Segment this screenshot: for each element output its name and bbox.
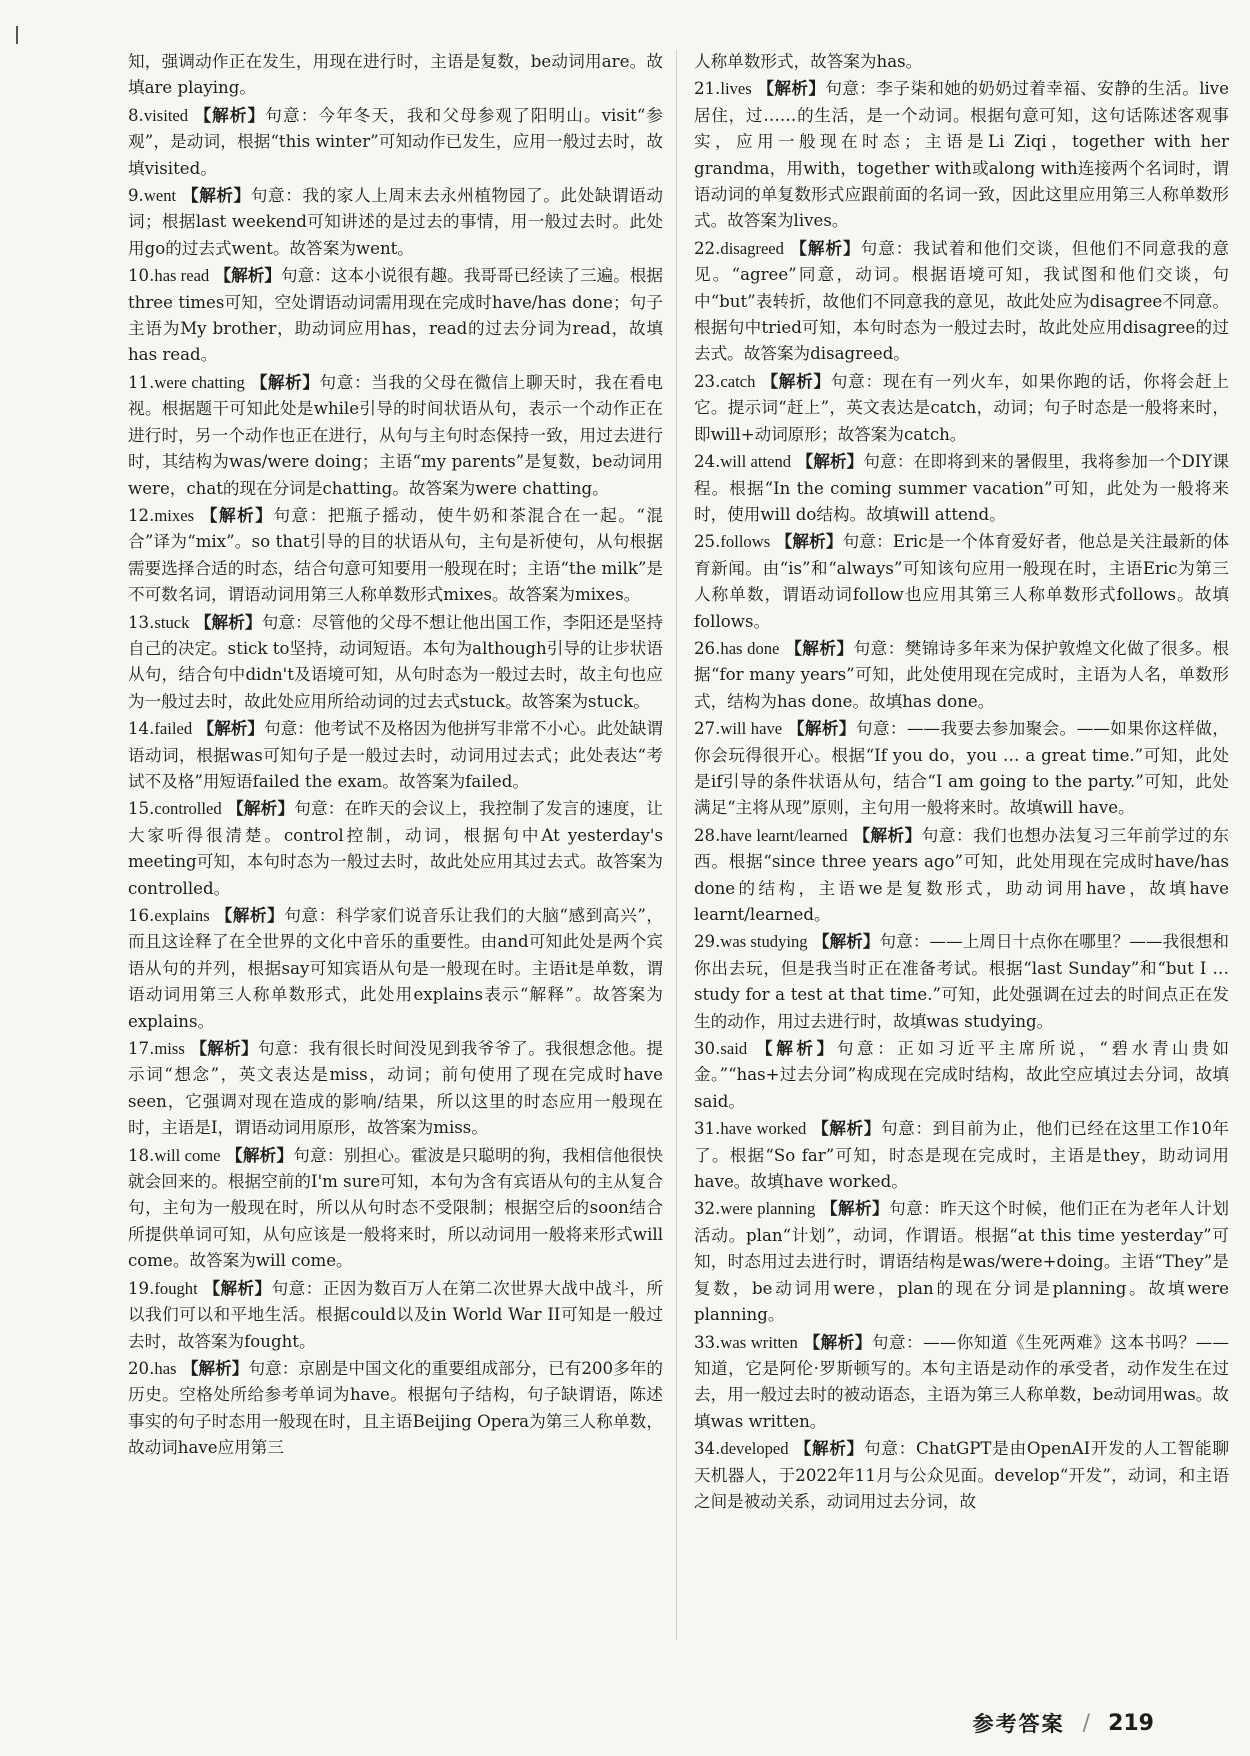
explanation: 句意：我有很长时间没见到我爷爷了。我很想念他。提示词“想念”，英文表达是miss，动词；前句使用了现在完成时have seen，它强调对现在造成的影响/结果，所以这里的时态应用一般现在时，主语是I，谓语动词用原形，故答案为miss。 bbox=[128, 1039, 664, 1138]
answer-item-20: 20.has 【解析】句意：京剧是中国文化的重要组成部分，已有200多年的历史。空格处所给参考单词为have。根据句子结构，句子缺谓语，陈述事实的句子时态用一般现在时，且主语Beijing Opera为第三人称单数，故动词have应用第三 bbox=[128, 1357, 664, 1458]
footer-slash: / bbox=[1082, 1710, 1091, 1736]
answer-item-32: 32.were planning 【解析】句意：昨天这个时候，他们正在为老年人计划活动。plan“计划”，动词，作谓语。根据“at this time yesterday”可知，时态用过去进行时，谓语结构是was/were+doing。主语“They”是复数，be动词用were，plan的现在分词是planning。故填were planning。 bbox=[694, 1198, 1229, 1325]
analysis-tag: 【解析】 bbox=[200, 504, 274, 525]
explanation: 句意：我的家人上周末去永州植物园了。此处缺谓语动词；根据last weekend可知讲述的是过去的事情，用一般过去时。此处用go的过去式went。故答案为went。 bbox=[128, 186, 664, 258]
explanation: 句意：——我要去参加聚会。——如果你这样做，你会玩得很开心。根据“If you do，you … a great time.”可知，此处是if引导的条件状语从句，结合“I am going to the party.”可知，此处满足“主将从现”原则，主句用一般将来时。故填will have。 bbox=[694, 719, 1230, 818]
answer: has bbox=[154, 1358, 177, 1378]
answer-item-12: 12.mixes 【解析】句意：把瓶子摇动，使牛奶和茶混合在一起。“混合”译为“mix”。so that引导的目的状语从句，主句是祈使句，从句根据需要选择合适的时态，结合句意可知要用一般现在时；主语“the milk”是不可数名词，谓语动词用第三人称单数形式mixes。故答案为mixes。 bbox=[128, 504, 664, 605]
answer: fought bbox=[154, 1278, 198, 1298]
answer: miss bbox=[154, 1039, 185, 1059]
analysis-tag: 【解析】 bbox=[226, 1144, 294, 1165]
answer-item-13: 13.stuck 【解析】句意：尽管他的父母不想让他出国工作，李阳还是坚持自己的决定。stick to坚持，动词短语。本句为although引导的让步状语从句，结合句中didn't及语境可知，从句时态为一般过去时，故主句也应为一般过去时，故此处应用所给动词的过去式stuck。故答案为stuck。 bbox=[128, 611, 663, 711]
explanation: 句意：李子柒和她的奶奶过着幸福、安静的生活。live居住，过……的生活，是一个动词。根据句意可知，这句话陈述客观事实，应用一般现在时态；主语是Li Ziqi，together with her grandma，用with，together with或along with连接两个名词时，谓语动词的单复数形式应跟前面的名词一致，因此这里应用第三人称单数形式。故答案为lives。 bbox=[694, 79, 1230, 231]
analysis-tag: 【解析】 bbox=[227, 798, 295, 819]
explanation: 句意：他考试不及格因为他拼写非常不小心。此处缺谓语动词，根据was可知句子是一般过去时，动词用过去式；此处表达“考试不及格”用短语failed the exam。故答案为failed。 bbox=[128, 719, 664, 791]
answer: said bbox=[720, 1039, 748, 1059]
answer-item-23: 23.catch 【解析】句意：现在有一列火车，如果你跑的话，你将会赶上它。提示词“赶上”，英文表达是catch，动词；句子时态是一般将来时，即will+动词原形；故答案为catch。 bbox=[694, 370, 1230, 444]
analysis-tag: 【解析】 bbox=[853, 824, 922, 845]
answer-item-16: 16.explains 【解析】句意：科学家们说音乐让我们的大脑“感到高兴”，而且这诠释了在全世界的文化中音乐的重要性。由and可知此处是两个宾语从句的并列，根据say可知宾语从句是一般现在时。主语it是单数，谓语动词用第三人称单数形式，此处用explains表示“解释”。故答案为explains。 bbox=[128, 905, 663, 1031]
left-column bbox=[128, 49, 663, 1462]
answer: went bbox=[143, 186, 177, 206]
analysis-tag: 【解析】 bbox=[796, 451, 864, 472]
analysis-tag: 【解析】 bbox=[803, 1331, 872, 1352]
analysis-tag: 【解析】 bbox=[787, 718, 856, 739]
explanation: 句意：现在有一列火车，如果你跑的话，你将会赶上它。提示词“赶上”，英文表达是catch，动词；句子时态是一般将来时，即will+动词原形；故答案为catch。 bbox=[694, 371, 1230, 444]
explanation: 句意：樊锦诗多年来为保护敦煌文化做了很多。根据“for many years”可知，此处使用现在完成时，主语为人名，单数形式，结构为has done。故填has done。 bbox=[694, 638, 1230, 711]
analysis-tag: 【解析】 bbox=[757, 78, 826, 99]
analysis-tag: 【解析】 bbox=[181, 1357, 249, 1378]
answer-item-11: 11.were chatting 【解析】句意：当我的父母在微信上聊天时，我在看电视。根据题干可知此处是while引导的时间状语从句，表示一个动作正在进行时，另一个动作也正在进行，从句与主句时态保持一致，用过去进行时，其结构为was/were doing；主语“my parents”是复数，be动词用were，chat的现在分词是chatting。故答案为were chatting。 bbox=[128, 371, 663, 498]
answer: was studying bbox=[720, 932, 808, 952]
explanation: 句意：我们也想办法复习三年前学过的东西。根据“since three years ago”可知，此处用现在完成时have/has done的结构，主语we是复数形式，助动词用have，故填have learnt/learned。 bbox=[694, 825, 1229, 924]
answer-item-10: 10.has read 【解析】句意：这本小说很有趣。我哥哥已经读了三遍。根据three times可知，空处谓语动词需用现在完成时have/has done；句子主语为My brother，助动词应用has，read的过去分词为read，故填has read。 bbox=[128, 265, 664, 365]
right-column bbox=[694, 49, 1229, 1515]
answer: will have bbox=[720, 719, 783, 739]
explanation: 句意：我试着和他们交谈，但他们不同意我的意见。“agree”同意，动词。根据语境可知，我试图和他们交谈，句中“but”表转折，故他们不同意我的意见，故此处应为disagree不同意。根据句中tried可知，本句时态为一般过去时，故此处应用disagree的过去式。故答案为disagreed。 bbox=[694, 238, 1230, 364]
answer-item-9: 9.went 【解析】句意：我的家人上周末去永州植物园了。此处缺谓语动词；根据last weekend可知讲述的是过去的事情，用一般过去时。此处用go的过去式went。故答案为went。 bbox=[128, 185, 664, 258]
explanation: 句意：这本小说很有趣。我哥哥已经读了三遍。根据three times可知，空处谓语动词需用现在完成时have/has done；句子主语为My brother，助动词应用has，read的过去分词为read，故填has read。 bbox=[128, 266, 664, 365]
answer-item-27: 27.will have 【解析】句意：——我要去参加聚会。——如果你这样做，你会玩得很开心。根据“If you do，you … a great time.”可知，此处是if引导的条件状语从句，结合“I am going to the party.”可知，此处满足“主将从现”原则，主句用一般将来时。故填will have。 bbox=[694, 718, 1230, 818]
answer: developed bbox=[720, 1439, 789, 1459]
column-divider bbox=[676, 50, 677, 1640]
explanation: 句意：到目前为止，他们已经在这里工作10年了。根据“So far”可知，时态是现在完成时，主语是they，助动词用have。故填have worked。 bbox=[694, 1119, 1229, 1192]
continuation-text: 人称单数形式，故答案为has。 bbox=[694, 52, 923, 71]
page-footer bbox=[973, 1708, 1154, 1738]
answer-item-18: 18.will come 【解析】句意：别担心。霍波是只聪明的狗，我相信他很快就会回来的。根据空前的I'm sure可知，本句为含有宾语从句的主从复合句，主句为一般现在时，所以从句时态不受限制；根据空后的soon结合所提供单词可知，从句应该是一般将来时，所以动词用一般将来形式will come。故答案为will come。 bbox=[128, 1144, 663, 1271]
answer: was written bbox=[720, 1332, 798, 1352]
analysis-tag: 【解析】 bbox=[215, 905, 285, 925]
explanation: 句意：ChatGPT是由OpenAI开发的人工智能聊天机器人，于2022年11月与公众见面。develop“开发”，动词，和主语之间是被动关系，动词用过去分词，故 bbox=[694, 1439, 1229, 1511]
page-number: 219 bbox=[1108, 1710, 1154, 1736]
answer-item-19: 19.fought 【解析】句意：正因为数百万人在第二次世界大战中战斗，所以我们可以和平地生活。根据could以及in World War II可知是一般过去时，故答案为fought。 bbox=[128, 1277, 664, 1351]
answer: has read bbox=[154, 266, 210, 286]
answer: were chatting bbox=[154, 372, 245, 392]
answer-item-8: 8.visited 【解析】句意：今年冬天，我和父母参观了阳明山。visit“参观”，是动词，根据“this winter”可知动作已发生，应用一般过去时，故填visited。 bbox=[128, 104, 664, 178]
analysis-tag: 【解析】 bbox=[203, 1277, 272, 1298]
answer: catch bbox=[720, 371, 756, 391]
answer: failed bbox=[154, 719, 193, 739]
answer-item-31: 31.have worked 【解析】句意：到目前为止，他们已经在这里工作10年了。根据“So far”可知，时态是现在完成时，主语是they，助动词用have。故填have worked。 bbox=[694, 1118, 1229, 1192]
explanation: 句意：尽管他的父母不想让他出国工作，李阳还是坚持自己的决定。stick to坚持，动词短语。本句为although引导的让步状语从句，结合句中didn't及语境可知，从句时态为一般过去时，故主句也应为一般过去时，故此处应用所给动词的过去式stuck。故答案为stuck。 bbox=[128, 612, 663, 711]
answer-item-22: 22.disagreed 【解析】句意：我试着和他们交谈，但他们不同意我的意见。“agree”同意，动词。根据语境可知，我试图和他们交谈，句中“but”表转折，故他们不同意我的意见，故此处应为disagree不同意。根据句中tried可知，本句时态为一般过去时，故此处应用disagree的过去式。故答案为disagreed。 bbox=[694, 237, 1230, 364]
answer-item-29: 29.was studying 【解析】句意：——上周日十点你在哪里？——我很想和你出去玩，但是我当时正在准备考试。根据“last Sunday”和“but I … study for a test at that time.”可知，此处强调在过去的时间点正在发生的动作，用过去进行时，故填was studying。 bbox=[694, 931, 1230, 1031]
analysis-tag: 【解析】 bbox=[775, 531, 843, 552]
answer: were planning bbox=[720, 1199, 816, 1219]
explanation: 句意：今年冬天，我和父母参观了阳明山。visit“参观”，是动词，根据“this winter”可知动作已发生，应用一般过去时，故填visited。 bbox=[128, 105, 664, 178]
analysis-tag: 【解析】 bbox=[182, 185, 251, 206]
answer: follows bbox=[720, 532, 771, 552]
answer: stuck bbox=[154, 612, 190, 632]
explanation: 句意：——你知道《生死两难》这本书吗？——知道，它是阿伦·罗斯顿写的。本句主语是动作的承受者，动作发生在过去，用一般过去时的被动语态，主语为第三人称单数，be动词用was。故填was written。 bbox=[694, 1332, 1229, 1431]
analysis-tag: 【解析】 bbox=[194, 104, 266, 125]
explanation: 句意：科学家们说音乐让我们的大脑“感到高兴”，而且这诠释了在全世界的文化中音乐的重要性。由and可知此处是两个宾语从句的并列，根据say可知宾语从句是一般现在时。主语it是单数，谓语动词用第三人称单数形式，此处用explains表示“解释”。故答案为explains。 bbox=[128, 906, 663, 1031]
answer: will attend bbox=[720, 452, 792, 472]
analysis-tag: 【解析】 bbox=[250, 371, 320, 392]
explanation: 句意：把瓶子摇动，使牛奶和茶混合在一起。“混合”译为“mix”。so that引导的目的状语从句，主句是祈使句，从句根据需要选择合适的时态，结合句意可知要用一般现在时；主语“the milk”是不可数名词，谓语动词用第三人称单数形式mixes。故答案为mixes。 bbox=[128, 505, 664, 605]
explanation: 句意：京剧是中国文化的重要组成部分，已有200多年的历史。空格处所给参考单词为have。根据句子结构，句子缺谓语，陈述事实的句子时态用一般现在时，且主语Beijing Opera为第三人称单数，故动词have应用第三 bbox=[128, 1358, 664, 1458]
answer-item-14: 14.failed 【解析】句意：他考试不及格因为他拼写非常不小心。此处缺谓语动词，根据was可知句子是一般过去时，动词用过去式；此处表达“考试不及格”用短语failed the exam。故答案为failed。 bbox=[128, 718, 664, 791]
answer: controlled bbox=[154, 799, 222, 819]
answer: disagreed bbox=[720, 238, 784, 258]
answer: has done bbox=[720, 638, 780, 658]
analysis-tag: 【解析】 bbox=[812, 931, 880, 952]
answer: have learnt/learned bbox=[720, 825, 848, 845]
explanation: 句意：在昨天的会议上，我控制了发言的速度，让大家听得很清楚。control控制，动词，根据句中At yesterday's meeting可知，本句时态为一般过去时，故此处应用其过去式。故答案为controlled。 bbox=[128, 799, 664, 898]
answer: have worked bbox=[720, 1119, 807, 1139]
analysis-tag: 【解析】 bbox=[197, 718, 264, 739]
answer-item-28: 28.have learnt/learned 【解析】句意：我们也想办法复习三年前学过的东西。根据“since three years ago”可知，此处用现在完成时have/has done的结构，主语we是复数形式，助动词用have，故填have learnt/learned。 bbox=[694, 824, 1229, 924]
answer-item-25: 25.follows 【解析】句意：Eric是一个体育爱好者，他总是关注最新的体育新闻。由“is”和“always”可知该句应用一般现在时，主语Eric为第三人称单数，谓语动词follow也应用其第三人称单数形式follows。故填follows。 bbox=[694, 531, 1229, 631]
analysis-tag: 【解析】 bbox=[820, 1198, 890, 1219]
answer-item-26: 26.has done 【解析】句意：樊锦诗多年来为保护敦煌文化做了很多。根据“for many years”可知，此处使用现在完成时，主语为人名，单数形式，结构为has done。故填has done。 bbox=[694, 637, 1230, 711]
answer: will come bbox=[154, 1145, 221, 1165]
explanation: 句意：正因为数百万人在第二次世界大战中战斗，所以我们可以和平地生活。根据could以及in World War II可知是一般过去时，故答案为fought。 bbox=[128, 1278, 664, 1351]
answer-item-15: 15.controlled 【解析】句意：在昨天的会议上，我控制了发言的速度，让大家听得很清楚。control控制，动词，根据句中At yesterday's meeting可知，本句时态为一般过去时，故此处应用其过去式。故答案为controlled。 bbox=[128, 798, 664, 898]
explanation: 句意：昨天这个时候，他们正在为老年人计划活动。plan“计划”，动词，作谓语。根据“at this time yesterday”可知，时态用过去进行时，谓语结构是was/were+doing。主语“They”是复数，be动词用were，plan的现在分词是planning。故填were planning。 bbox=[694, 1199, 1229, 1325]
answer: visited bbox=[143, 105, 189, 125]
analysis-tag: 【解析】 bbox=[214, 265, 281, 286]
explanation: 句意：Eric是一个体育爱好者，他总是关注最新的体育新闻。由“is”和“always”可知该句应用一般现在时，主语Eric为第三人称单数，谓语动词follow也应用其第三人称单数形式follows。故填follows。 bbox=[694, 532, 1229, 631]
footer-label: 参考答案 bbox=[972, 1712, 1065, 1736]
analysis-tag: 【解析】 bbox=[194, 611, 262, 632]
answer: mixes bbox=[154, 505, 195, 525]
explanation: 句意：——上周日十点你在哪里？——我很想和你出去玩，但是我当时正在准备考试。根据“last Sunday”和“but I … study for a test at that time.”可知，此处强调在过去的时间点正在发生的动作，用过去进行时，故填was studying。 bbox=[694, 932, 1230, 1031]
answer-item-21: 21.lives 【解析】句意：李子柒和她的奶奶过着幸福、安静的生活。live居住，过……的生活，是一个动词。根据句意可知，这句话陈述客观事实，应用一般现在时态；主语是Li Ziqi，together with her grandma，用with，together with或along with连接两个名词时，谓语动词的单复数形式应跟前面的名词一致，因此这里应用第三人称单数形式。故答案为lives。 bbox=[694, 78, 1230, 231]
continuation-text: 知，强调动作正在发生，用现在进行时，主语是复数，be动词用are。故填are playing。 bbox=[128, 52, 663, 98]
answer-item-17: 17.miss 【解析】句意：我有很长时间没见到我爷爷了。我很想念他。提示词“想念”，英文表达是miss，动词；前句使用了现在完成时have seen，它强调对现在造成的影响/结果，所以这里的时态应用一般现在时，主语是I，谓语动词用原形，故答案为miss。 bbox=[128, 1038, 664, 1138]
margin-mark bbox=[16, 26, 18, 44]
analysis-tag: 【解析】 bbox=[794, 1438, 865, 1459]
analysis-tag: 【解析】 bbox=[785, 637, 854, 658]
answer-item-30: 30.said 【解析】句意：正如习近平主席所说，“碧水青山贵如金。”“has+过去分词”构成现在完成时结构，故此空应填过去分词，故填said。 bbox=[694, 1038, 1230, 1111]
analysis-tag: 【解析】 bbox=[790, 237, 861, 258]
analysis-tag: 【解析】 bbox=[190, 1038, 258, 1059]
answer-item-24: 24.will attend 【解析】句意：在即将到来的暑假里，我将参加一个DIY课程。根据“In the coming summer vacation”可知，此处为一般将来时，使用will do结构。故填will attend。 bbox=[694, 451, 1229, 524]
explanation: 句意：正如习近平主席所说，“碧水青山贵如金。”“has+过去分词”构成现在完成时结构，故此空应填过去分词，故填said。 bbox=[694, 1039, 1230, 1111]
answer: lives bbox=[720, 79, 752, 99]
explanation: 句意：在即将到来的暑假里，我将参加一个DIY课程。根据“In the coming summer vacation”可知，此处为一般将来时，使用will do结构。故填will attend。 bbox=[694, 452, 1229, 524]
answer-item-34: 34.developed 【解析】句意：ChatGPT是由OpenAI开发的人工智能聊天机器人，于2022年11月与公众见面。develop“开发”，动词，和主语之间是被动关系，动词用过去分词，故 bbox=[694, 1438, 1229, 1511]
analysis-tag: 【解析】 bbox=[812, 1118, 881, 1139]
explanation: 句意：当我的父母在微信上聊天时，我在看电视。根据题干可知此处是while引导的时间状语从句，表示一个动作正在进行时，另一个动作也正在进行，从句与主句时态保持一致，用过去进行时，其结构为was/were doing；主语“my parents”是复数，be动词用were，chat的现在分词是chatting。故答案为were chatting。 bbox=[128, 372, 663, 498]
answer-item-33: 33.was written 【解析】句意：——你知道《生死两难》这本书吗？——知道，它是阿伦·罗斯顿写的。本句主语是动作的承受者，动作发生在过去，用一般过去时的被动语态，主语为第三人称单数，be动词用was。故填was written。 bbox=[694, 1331, 1229, 1431]
analysis-tag: 【解析】 bbox=[756, 1038, 837, 1059]
answer: explains bbox=[154, 906, 210, 925]
analysis-tag: 【解析】 bbox=[761, 370, 831, 391]
explanation: 句意：别担心。霍波是只聪明的狗，我相信他很快就会回来的。根据空前的I'm sure可知，本句为含有宾语从句的主从复合句，主句为一般现在时，所以从句时态不受限制；根据空后的soon结合所提供单词可知，从句应该是一般将来时，所以动词用一般将来形式will come。故答案为will come。 bbox=[128, 1145, 663, 1271]
